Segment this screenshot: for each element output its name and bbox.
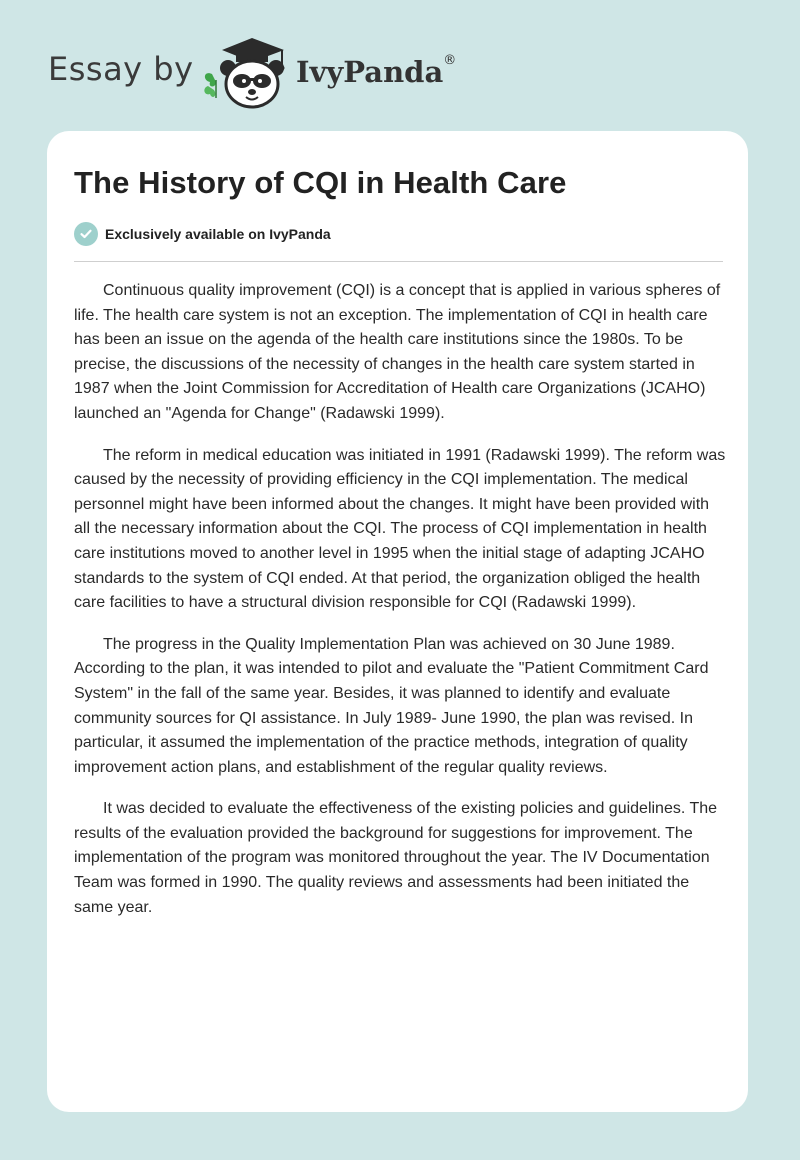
trademark-symbol: ® <box>443 53 457 68</box>
paragraph: The progress in the Quality Implementation Plan was achieved on 30 June 1989. According to the plan, it was intended to pilot and evaluate the "Patient Commitment Card System" in the fall of the same year. Besides, it was planned to identify and evaluate community sources for QI assistance. In July 1989- June 1990, the plan was revised. In particular, it assumed the implementation of the practice methods, integration of quality improvement action plans, and establishment of the regular quality reviews. <box>74 635 709 776</box>
brand-name: IvyPanda® <box>296 53 457 89</box>
paragraph: Continuous quality improvement (CQI) is a concept that is applied in various spheres of life. The health care system is not an exception. The implementation of CQI in health care has been an issue on the agenda of the health care institutions since the 1980s. To be precise, the discussions of the necessity of changes in the health care system started in 1987 when the Joint Commission for Accreditation of Health care Organizations (JCAHO) launched an "Agenda for Change" (Radawski 1999). <box>74 282 721 422</box>
check-icon <box>74 222 98 246</box>
paragraph: The reform in medical education was initiated in 1991 (Radawski 1999). The reform was caused by the necessity of providing efficiency in the CQI implementation. The medical personnel might have been informed about the changes. It might have been provided with all the necessary information about the CQI. The process of CQI implementation in health care institutions moved to another level in 1995 when the initial stage of adapting JCAHO standards to the system of CQI ended. At that period, the organization obliged the health care facilities to have a structural division responsible for CQI (Radawski 1999). <box>74 446 726 612</box>
essay-card <box>47 131 748 1112</box>
paragraph: It was decided to evaluate the effectiveness of the existing policies and guidelines. The results of the evaluation provided the background for suggestions for improvement. The implementation of the program was monitored throughout the year. The IV Documentation Team was formed in 1990. The quality reviews and assessments had been initiated the same year. <box>74 800 718 916</box>
exclusive-badge-label: Exclusively available on IvyPanda <box>105 226 331 242</box>
exclusive-badge <box>74 222 331 246</box>
ivy-leaf-icon <box>204 73 216 98</box>
essay-by-label: Essay by <box>48 50 194 88</box>
site-header <box>0 0 800 130</box>
essay-body <box>74 279 726 937</box>
divider <box>74 261 723 262</box>
page-title: The History of CQI in Health Care <box>74 165 567 200</box>
panda-graduate-logo-icon <box>198 36 294 110</box>
